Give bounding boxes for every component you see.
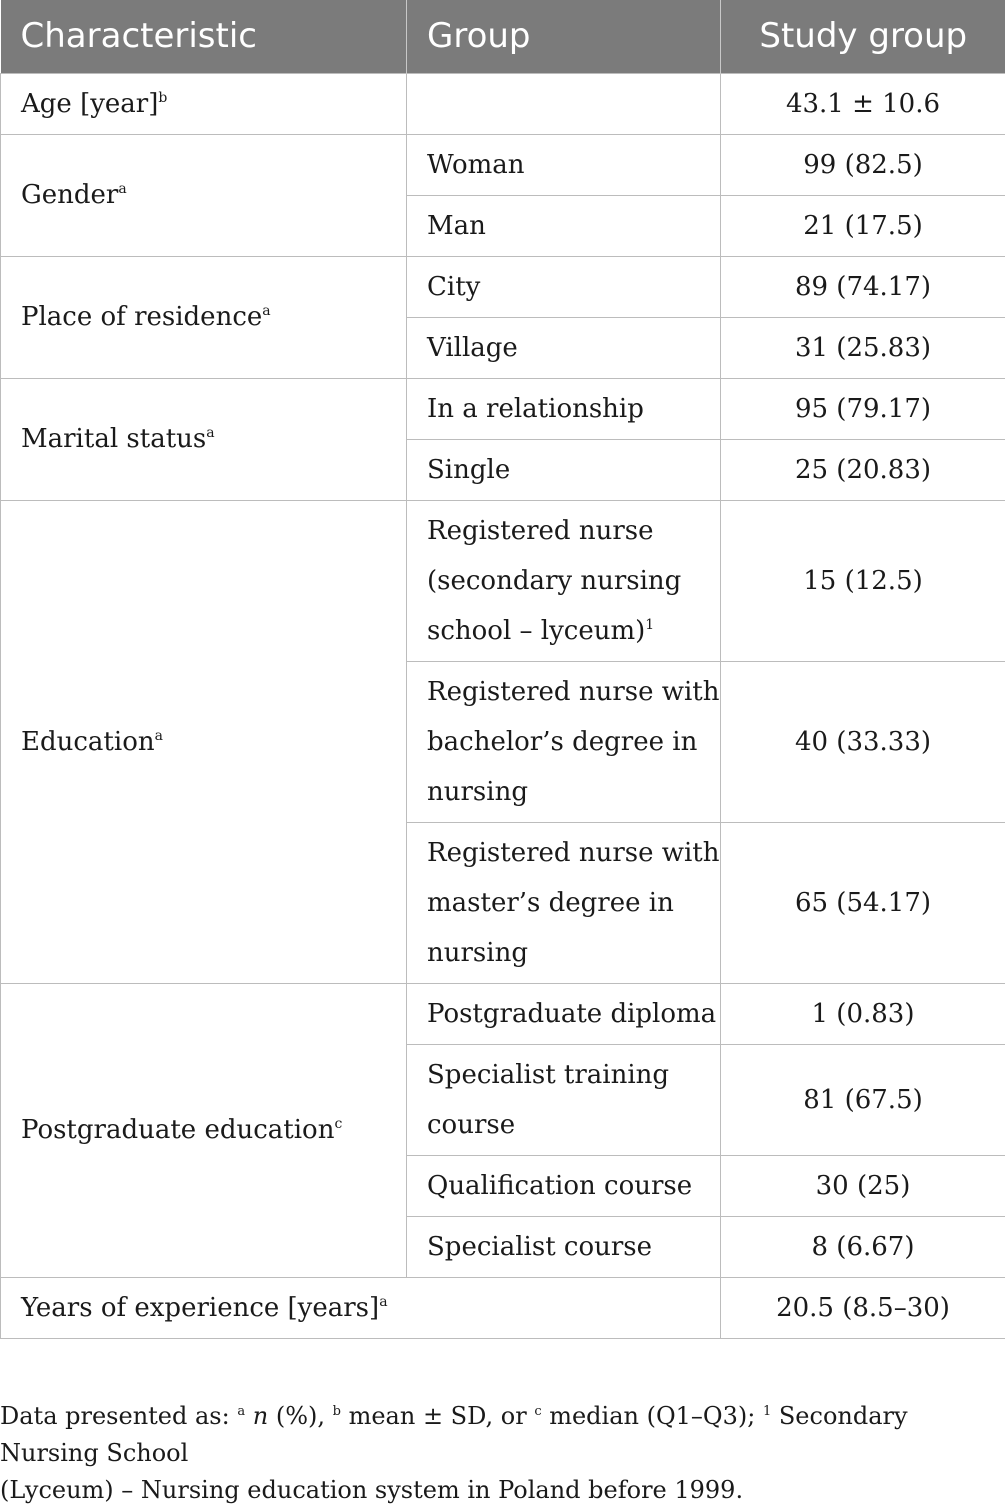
- group-cell: Registered nurse (secondary nursing school – lyceum)$^1$: [407, 500, 721, 661]
- value-cell: 1 (0.83): [721, 983, 1005, 1044]
- group-cell: Postgraduate diploma: [407, 983, 721, 1044]
- group-cell: Registered nurse with master’s degree in nursing: [407, 822, 721, 983]
- group-cell: Woman: [407, 134, 721, 195]
- value-cell: 89 (74.17): [721, 256, 1005, 317]
- row-label-age: Age [year]$^b$: [1, 73, 407, 134]
- value-cell: 20.5 (8.5–30): [721, 1277, 1005, 1338]
- table-row: [1, 378, 1005, 439]
- value-cell: 8 (6.67): [721, 1216, 1005, 1277]
- table-row: [1, 73, 1005, 134]
- header-characteristic: Characteristic: [1, 0, 407, 73]
- value-cell: 81 (67.5): [721, 1044, 1005, 1155]
- group-cell: Man: [407, 195, 721, 256]
- row-label-postgrad: Postgraduate education$^c$: [1, 983, 407, 1277]
- header-row: [1, 0, 1005, 73]
- header-study-group: Study group: [721, 0, 1005, 73]
- value-cell: 25 (20.83): [721, 439, 1005, 500]
- header-group: Group: [407, 0, 721, 73]
- group-cell: Specialist course: [407, 1216, 721, 1277]
- group-cell: Village: [407, 317, 721, 378]
- group-cell: Single: [407, 439, 721, 500]
- table-footnote: Data presented as: $^a$ n (%), $^b$ mean ± SD, or $^c$ median (Q1–Q3); $^1$ Secondary Nursing School (Lyceum) – Nursing education system in Poland before 1999.: [0, 1398, 1000, 1509]
- value-cell: 30 (25): [721, 1155, 1005, 1216]
- value-cell: 99 (82.5): [721, 134, 1005, 195]
- row-label-marital: Marital status$^a$: [1, 378, 407, 500]
- value-cell: 65 (54.17): [721, 822, 1005, 983]
- row-label-residence: Place of residence$^a$: [1, 256, 407, 378]
- row-label-education: Education$^a$: [1, 500, 407, 983]
- table-row: [1, 1277, 1005, 1338]
- value-cell: 15 (12.5): [721, 500, 1005, 661]
- table-row: [1, 256, 1005, 317]
- row-label-gender: Gender$^a$: [1, 134, 407, 256]
- group-cell: Registered nurse with bachelor’s degree in nursing: [407, 661, 721, 822]
- value-cell: 21 (17.5): [721, 195, 1005, 256]
- value-cell: 95 (79.17): [721, 378, 1005, 439]
- table-row: [1, 500, 1005, 661]
- row-label-experience: Years of experience [years]$^a$: [1, 1277, 721, 1338]
- group-cell: City: [407, 256, 721, 317]
- group-cell: Specialist training course: [407, 1044, 721, 1155]
- group-cell-empty: [407, 73, 721, 134]
- table-row: [1, 134, 1005, 195]
- table-row: [1, 983, 1005, 1044]
- value-cell: 31 (25.83): [721, 317, 1005, 378]
- group-cell: Qualification course: [407, 1155, 721, 1216]
- group-cell: In a relationship: [407, 378, 721, 439]
- value-cell: 40 (33.33): [721, 661, 1005, 822]
- value-cell: 43.1 ± 10.6: [721, 73, 1005, 134]
